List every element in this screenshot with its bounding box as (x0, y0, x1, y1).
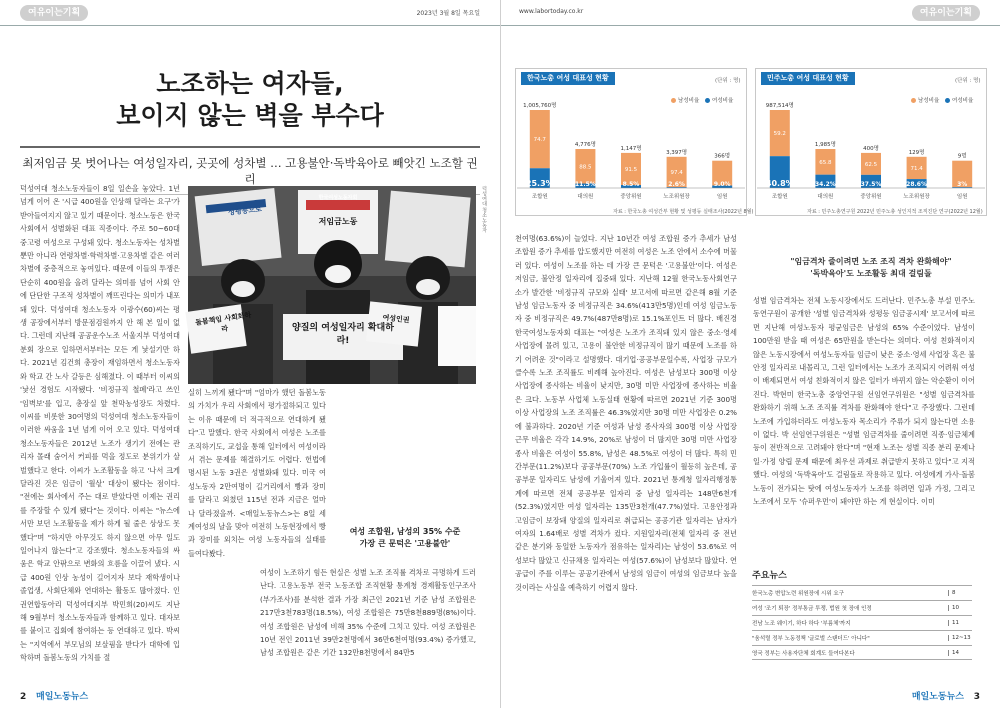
subheadline: 최저임금 못 벗어나는 여성일자리, 곳곳에 성차별 … 고용불안·독박육아로 빼앗긴 노조할 권리 (20, 146, 480, 195)
bar-male-label: 71.4 (910, 165, 923, 172)
legend-male-label: 남성비율 (678, 98, 700, 104)
bar-total-label: 987,514명 (765, 103, 794, 109)
chart-1-title: 한국노총 여성 대표성 현황 (521, 72, 615, 85)
category-label: 노조위원장 (663, 194, 690, 200)
photo-caption: 덕성여대 청소노동자 (481, 186, 487, 233)
bar-total-label: 1,005,760명 (523, 103, 557, 109)
bar-male-label: 62.5 (864, 161, 878, 168)
left-page-number: 2 (20, 692, 27, 702)
bar-male-label: 59.2 (773, 131, 786, 138)
article-column-3: 천여명(63.6%)이 늘었다. 지난 10년간 여성 조합원 증가 추세가 남성 조합원 증가 추세를 압도했지만 여전히 여성은 노조 안에서 소수에 머물러 있다. 여성이 노조를 하는 데 가장 큰 문턱은 '고용불안'이다. 여성은 저임금, 불안정 일자리에 집중돼 있다. 지난해 12월 한국노동사회연구소가 발간한 '비정규직 규모와 실태' 보고서에 따르면 같은해 8월 기준 남성 임금노동자 중 비정규직은 34.6%(413만5명)인데 여성 임금노동자 중 비정규직은 49.7%(487만8명)로 15.1%포인트 더 많다. 배진경 한국여성노동자회 대표는 "여성은 노조가 조직돼 있지 않은 중소·영세 사업장에 몰려 있고, 고용이 불안한 비정규직이 많기 때문에 노조를 하기 어려운 것"이라고 설명했다. 대기업·공공부문일수록, 사업장 규모가 클수록 노조 조직률도 비례해 높아진다. 여성은 남성보다 300명 이상 사업장에 종사하는 비율이 낮지만, 30명 미만 사업장에 종사하는 비율은 크다. 노동부 사업체 노동실태 현황에 따르면 2021년 기준 300명 이상 사업장의 노조 조직률은 46.3%였지만 30명 미만 사업장은 0.2%에 불과하다. 2020년 기준 여성과 남성 종사자의 300명 이상 사업장 근무 비율은 각각 14.9%, 20%로 남성이 더 많지만 30명 미만 사업장 종사 비율은 여성이 55.8%, 남성은 48.5%로 여성이 더 많다. 특히 민간부문(11.2%)보다 공공부문(70%) 노조 가입률이 월등히 높은데, 공공부문 일자리도 남성에 기울어져 있다. 2021년 통계청 일자리행정통계에 따르면 전체 공공부문 일자리 중 남성 일자리는 148만6천개(52.3%)였지만 여성 일자리는 135만3천개(47.7%)였다. 고용안정과 고임금이 보장돼 양질의 일자리로 취급되는 공공기관 일자리는 남자가 여자의 1.64배로 성별 격차가 컸다. 지원일자리(전체 일자리 중 전년 같은 분기와 동일한 노동자가 점유하는 일자리)는 남성이 53.6%로 여성보다 많았고 신규채용 일자리는 여성(57.6%)이 남성보다 많았다. 연공급이 주를 이루는 공공기관에서 남성의 임금이 여성의 임금보다 높을 것이라는 사실을 예측하기 어렵지 않다. (515, 234, 737, 592)
news-item-page: 8 (948, 590, 972, 596)
news-item-title: 한국노총 변압노련 위원장에 시위 요구 (752, 591, 845, 597)
section-pill-right: 여유이는기획 (912, 5, 980, 21)
section-pill: 여유이는기획 (20, 5, 88, 21)
issue-date: 2023년 3월 8일 목요일 (416, 10, 480, 17)
news-item-page: 14 (948, 650, 972, 656)
news-item[interactable] (752, 630, 972, 645)
bar-male-label: 97.4 (670, 169, 683, 176)
news-item-page: 11 (948, 620, 972, 626)
news-item-title: 영국 정부는 사용자단체 회계도 들여다본다 (752, 650, 855, 657)
category-label: 조합원 (531, 194, 548, 200)
bar-female-label: 34.2% (814, 181, 836, 188)
article-column-1: 덕성여대 청소노동자들이 8일 일손을 놓았다. 1년 넘게 이어 온 '시급 400원을 인상해 달라는 요구'가 받아들여지지 않고 있기 때문이다. 청소노동은 한국 사회에서 성별화된 대표 직종이다. 주로 50~60대 중고령 여성으로 구성돼 있다. 청소노동자는 성차별뿐만 아니라 연령차별·학력차별·고용차별 같은 여러 차별에 중층적으로 놓여있다. 때문에 이들의 투쟁은 단순히 400원을 올려 달라는 의미를 넘어 사회 안에 단단한 구조적 성차별이 깨뜨린다는 의미가 내포돼 있다. 덕성여대 청소노동자 이광수(60)씨는 평생 공장에서부터 방문점검원까지 안 해 본 일이 없다. 그런데 지난해 공공운수노조 서울지부 덕성여대분회 장으로 일하면서부터는 모든 게 낯설기만 하다. 2021년 김건희 총장이 재임하면서 청소노동자와 학교 간 노사 갈등은 심해졌다. 이 때부터 이씨의 '낯선 경험도 시작됐다. '비정규직 철폐'라고 쓰인 '임벽보'를 입고, 총장실 앞 천막농성장도 차렸다. 이씨를 비롯한 30여명의 덕성여대 청소노동자들이 이러한 싸움을 1년 넘게 이어 오고 있다. 덕성여대 청소노동자들은 2012년 노조가 생기기 전에는 관리자 몰래 숨어서 커피를 먹을 정도로 분위기가 살벌했다고 한다. 이씨가 노조활동을 하고 '나서 크게 달라진 것은 임금이 '월삯' 대상이 됐다는 점이다. "전에는 회사에서 주는 대로 받았다면 이제는 권리를 주장할 수 있게 됐다"는 것이다. 이씨는 "뉴스에서만 보던 노조활동을 제가 하게 될 줄은 상상도 못했다"며 "하지만 아무것도 하지 않으면 아무 일도 일어나지 않는다"고 강조했다. 청소노동자들의 싸움은 학교 안팎으로 변화의 흐름을 이끌어 냈다. 시급 400원 인상 농성이 길어지자 보다 재학생이나 졸업생, 사회단체와 연대하는 활동도 많아졌다. 인권연합동아리 덕성여대지부 박민희(20)씨도 지난해 9월부터 청소노동자들과 함께하고 있다. 대자보를 붙이고 집회에 참여하는 등 연대하고 있다. 박씨는 "지역에서 부모님의 보살핌을 받다가 대학에 입학하며 돌봄노동의 가치를 절 (20, 184, 180, 663)
site-url: www.labortoday.co.kr (519, 8, 584, 15)
bar-total-label: 129명 (908, 149, 925, 156)
bar-female-label: 25.3% (525, 179, 554, 188)
chart-2-plot (757, 96, 985, 204)
news-item-title: 전남 노조 웨이기, 하다 하다 '부름체'까지 (752, 621, 851, 627)
chart-1-plot (517, 96, 745, 204)
sign-text-5: 여성인권 (382, 313, 410, 325)
news-item[interactable] (752, 600, 972, 615)
category-label: 중앙위원 (620, 194, 642, 200)
bar-total-label: 366명 (714, 153, 731, 160)
category-label: 임원 (716, 194, 728, 200)
chart-2-source: 자료 : 민주노총연구원 2022년 민주노총 성인지적 조직진단 연구(2022년 12월) (807, 209, 983, 215)
sign-text-1: 성평등으로 (227, 205, 263, 217)
right-footer-logo: 매일노동뉴스 (911, 692, 964, 702)
bar-total-label: 4,776명 (574, 142, 596, 148)
bar-female-label: 40.8% (765, 179, 794, 188)
news-item-title: "움석렬 정부 노동정책 '글로벌 스탠더드' 아니다" (752, 636, 870, 642)
news-item-page: 10 (948, 605, 972, 611)
sign-text-6: 한국여성노동자회 (318, 195, 358, 201)
bar-female-label: 8.5% (622, 181, 640, 188)
news-item[interactable] (752, 615, 972, 630)
sign-text-4: 양질의 여성일자리 확대하라! (292, 323, 394, 346)
right-page-number: 3 (973, 692, 980, 702)
mid-heading-2: 가장 큰 문턱은 '고용불안' (359, 539, 451, 548)
legend-female-label: 여성비율 (712, 98, 734, 104)
bar-male-label: 74.7 (533, 137, 546, 144)
sign-text-2: 돌봄책임 사회화하라 (194, 311, 252, 334)
top-news-heading: 주요뉴스 (752, 571, 787, 581)
news-item-title: 여성 '조기 퇴장' 정부통금 투쟁, 법원 첫 장애 인정 (752, 606, 872, 612)
bar-male-label: 65.8 (819, 159, 832, 166)
bar-female-label: 37.5% (860, 181, 882, 188)
left-footer-logo: 매일노동뉴스 (36, 692, 89, 702)
right-header (501, 0, 1000, 26)
top-news-box (752, 568, 972, 660)
legend-female-label-2: 여성비율 (952, 98, 974, 104)
sign-text-3: 저임금노동 (318, 217, 358, 226)
chart-2-title: 민주노총 여성 대표성 현황 (761, 72, 855, 85)
category-label: 대의원 (577, 194, 594, 200)
protest-photo (188, 186, 476, 384)
bar-female-label: 9.0% (713, 181, 731, 188)
top-news-list (752, 585, 972, 660)
callout-heading-1: "임금격차 줄이려면 노조 조직 격차 완화해야" (790, 257, 952, 266)
article-column-2a-cont (334, 386, 476, 518)
bar-female-label: 28.6% (906, 181, 928, 188)
bar-total-label: 9명 (957, 153, 967, 160)
mid-heading-1: 여성 조합원, 남성의 35% 수준 (349, 527, 461, 536)
left-header (0, 0, 500, 26)
chart-2-unit: (단위 : 명) (955, 78, 981, 84)
article-column-2a: 실히 느끼게 됐다"며 "엄마가 했던 돌봄노동의 가치가 우리 사회에서 평가절하되고 있다는 이유 때문에 더 적극적으로 연대하게 됐다"고 말했다. 한국 사회에서 여성은 노조를 조직하기도, 교섭을 통해 일터에서 여성이라서 겪는 문제를 해결하기도 어렵다. 헌법에 명시된 노동 3권은 성별화돼 있다. 미국 여성노동자 2만여명이 길거리에서 빵과 장미를 달라고 외쳤던 115년 전과 지금은 얼마나 달라졌을까. <매일노동뉴스>는 8일 세계여성의 날을 맞아 여전히 노동현장에서 빵과 장미를 외치는 여성 노동자들의 실태를 들여다봤다. (188, 388, 326, 558)
news-item-page: 12~13 (948, 635, 972, 641)
news-item[interactable] (752, 585, 972, 600)
bar-male-label: 91.5 (624, 166, 638, 173)
chart-1-source: 자료 : 한국노총 여성간부 현황 및 성평등 실태조사(2022년 8월) (613, 209, 754, 215)
bar-total-label: 1,147명 (620, 145, 642, 152)
category-label: 임원 (956, 194, 968, 200)
bar-female-label: 2.6% (668, 181, 685, 188)
category-label: 노조위원장 (903, 194, 930, 200)
bar-female-label: 3% (957, 181, 968, 188)
bar-total-label: 1,985명 (814, 142, 836, 148)
category-label: 대의원 (817, 194, 834, 200)
article-column-4: 성별 임금격차는 전체 노동시장에서도 드러난다. 민주노총 부설 민주노동연구원이 공개한 '성별 임금격차와 성평등 임금공시제' 보고서에 따르면 지난해 여성노동자 평균임금은 남성의 65% 수준이었다. 남성이 100만원 받을 때 여성은 65만원을 받는다는 의미다. 여성 친화적이지 않은 노동시장에서 여성노동자들 임금이 낮은 중소·영세 사업장 혹은 불안정 일자리로 내몰리고, 그런 일터에서는 노조가 조직되지 어려워 여성이 배제되면서 여성 친화적이지 않은 일터가 바뀌지 않는 악순환이 이어진다. 박현미 한국노총 중앙연구원 선임연구위원은 "성별 임금격차를 완화하기 위해 노조 조직률 격차를 완화해야 한다"고 주장했다. 그런데 노조에 가입하더라도 여성노동자 목소리가 주류가 되지 않는다면 소용이 없다. 박 선임연구위원은 "성별 임금격차를 줄이려면 직종·임금체계 등이 전반적으로 고려돼야 한다"며 "현재 노조는 성별 직종 분리 문제나 일·가정 양립 문제 때문에 최우선 과제로 취급받지 못하고 있다"고 지적했다. 여성의 '독박육아'도 걸림돌로 작용하고 있다. 여성에게 가사·돌봄 노동이 전가되는 탓에 여성노동자가 노조를 하려면 일과 가정, 그리고 노조에서 모두 '슈퍼우먼'이 돼야만 하는 게 현실이다. 이미 (753, 296, 975, 507)
category-label: 중앙위원 (860, 194, 882, 200)
chart-1-unit: (단위 : 명) (715, 78, 741, 84)
callout-heading-2: '독박육아'도 노조활동 최대 걸림돌 (810, 269, 932, 278)
headline-line-1: 노조하는 여자들, (156, 69, 344, 98)
bar-total-label: 3,397명 (666, 149, 688, 156)
headline-line-2: 보이지 않는 벽을 부수다 (116, 101, 384, 130)
bar-female-label: 11.5% (574, 181, 596, 188)
bar-male-label: 88.5 (579, 164, 592, 171)
legend-male-label-2: 남성비율 (918, 98, 940, 104)
category-label: 조합원 (771, 194, 788, 200)
article-column-2b: 여성이 노조하기 힘든 현실은 성별 노조 조직률 격차로 극명하게 드러난다. 고용노동부 전국 노동조합 조직현황 통계청 경제활동인구조사(부가조사)를 분석한 결과 가장 최근인 2021년 기준 남성 조합원은 217만3천783명(18.5%), 여성 조합원은 75만8천889명(8%)이다. 여성 조합원은 남성에 비해 35% 수준에 그치고 있다. 여성 조합원은 10년 전인 2011년 39만2천명에서 36만6천여명(93.4%) 증가했고, 남성 조합원은 같은 기간 132만8천명에서 84만5 (260, 568, 476, 658)
bar-total-label: 400명 (863, 145, 879, 152)
news-item[interactable] (752, 645, 972, 660)
